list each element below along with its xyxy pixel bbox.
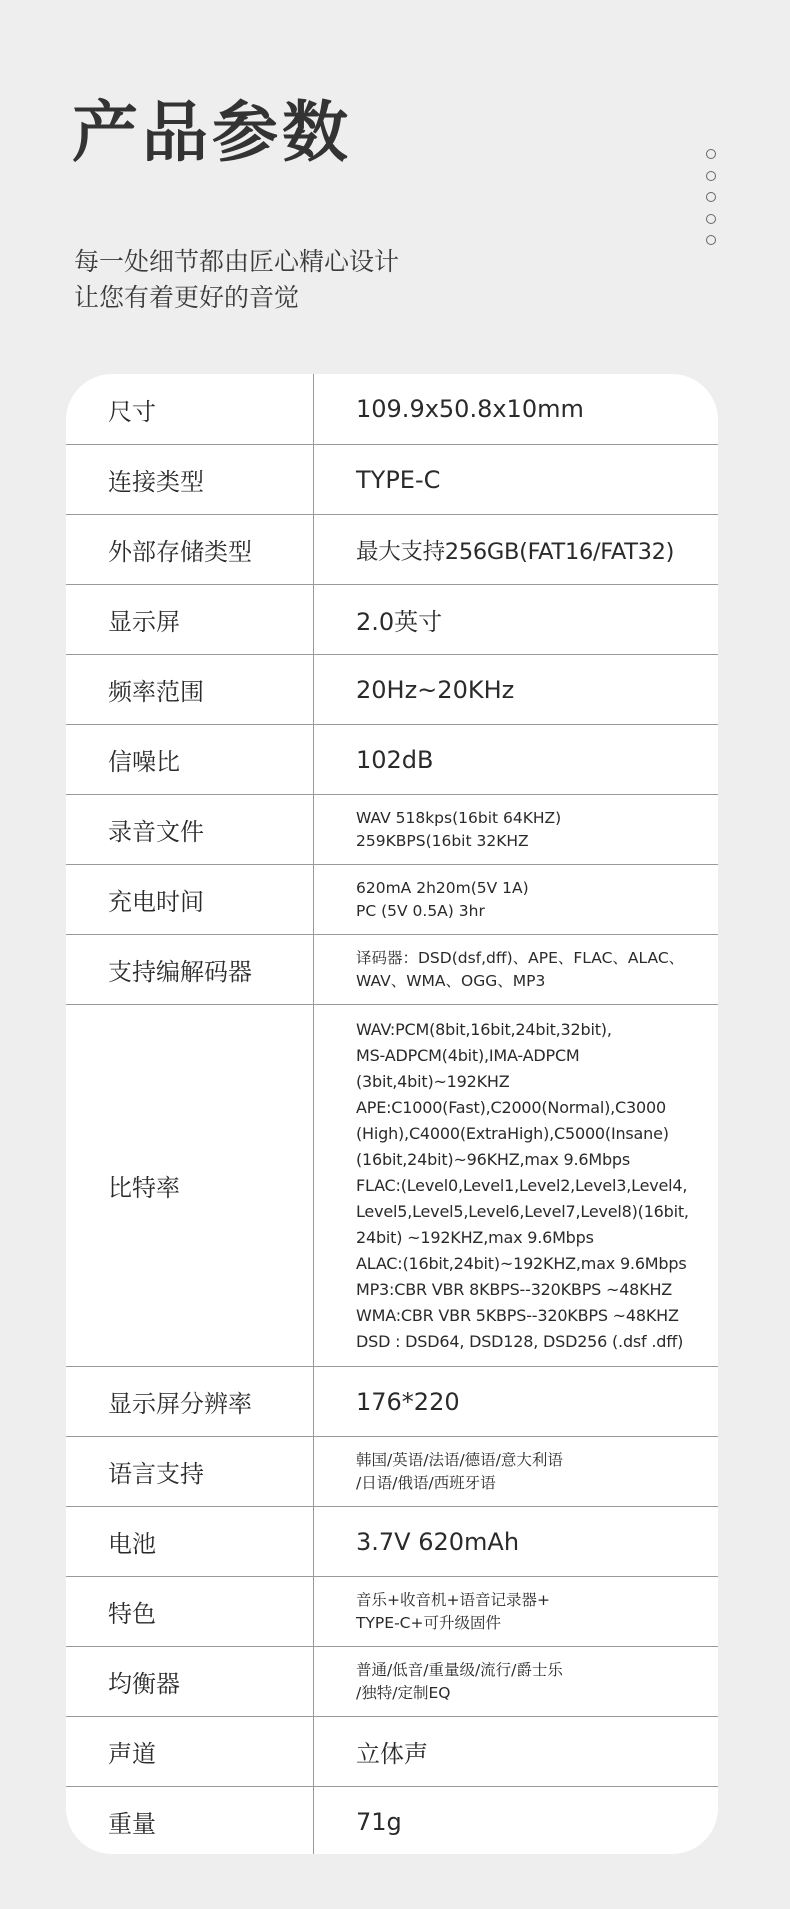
spec-value: 立体声 <box>356 1740 428 1768</box>
spec-value: WAV 518kps(16bit 64KHZ) 259KBPS(16bit 32KHZ <box>356 808 562 850</box>
spec-label: 比特率 <box>66 1005 314 1366</box>
spec-value: WAV:PCM(8bit,16bit,24bit,32bit), MS-ADPCM(4bit),IMA-ADPCM (3bit,4bit)~192KHZ APE:C1000(Fast),C2000(Normal),C3000 (High),C4000(ExtraHigh),C5000(Insane) (16bit,24bit)~96KHZ,max 9.6Mbps FLAC:(Level0,Level1,Level2,Level3,Level4, Level5,Level5,Level6,Level7,Level8)(16bit, 24bit) ~192KHZ,max 9.6Mbps ALAC:(16bit,24bit)~192KHZ,max 9.6Mbps MP3:CBR VBR 8KBPS--320KBPS ~48KHZ WMA:CBR VBR 5KBPS--320KBPS ~48KHZ DSD : DSD64, DSD128, DSD256 (.dsf .dff) <box>356 1019 689 1351</box>
spec-label: 语言支持 <box>66 1437 314 1506</box>
spec-label: 重量 <box>66 1787 314 1854</box>
spec-value: 71g <box>356 1807 402 1836</box>
page-title: 产品参数 <box>72 94 352 171</box>
spec-value: 109.9x50.8x10mm <box>356 395 584 423</box>
spec-label: 支持编解码器 <box>66 935 314 1004</box>
spec-row-charging <box>66 864 718 934</box>
dot-icon <box>706 149 716 159</box>
spec-label: 尺寸 <box>66 374 314 444</box>
spec-value: 3.7V 620mAh <box>356 1527 520 1556</box>
spec-row-weight <box>66 1786 718 1854</box>
spec-row-battery <box>66 1506 718 1576</box>
spec-value: 韩国/英语/法语/德语/意大利语 /日语/俄语/西班牙语 <box>356 1450 563 1492</box>
spec-row-channel <box>66 1716 718 1786</box>
spec-label: 电池 <box>66 1507 314 1576</box>
spec-label: 充电时间 <box>66 865 314 934</box>
subtitle-line-2: 让您有着更好的音觉 <box>74 283 300 312</box>
spec-value: 20Hz~20KHz <box>356 675 515 704</box>
spec-label: 均衡器 <box>66 1647 314 1716</box>
spec-value: 176*220 <box>356 1387 460 1416</box>
spec-row-size <box>66 374 718 444</box>
spec-row-bitrate <box>66 1004 718 1366</box>
spec-value: 音乐+收音机+语音记录器+ TYPE-C+可升级固件 <box>356 1590 550 1632</box>
subtitle-line-1: 每一处细节都由匠心精心设计 <box>74 247 400 276</box>
spec-value: 普通/低音/重量级/流行/爵士乐 /独特/定制EQ <box>356 1660 563 1702</box>
spec-label: 显示屏分辨率 <box>66 1367 314 1436</box>
spec-label: 连接类型 <box>66 445 314 514</box>
spec-label: 录音文件 <box>66 795 314 864</box>
spec-value: 2.0英寸 <box>356 608 443 636</box>
dot-icon <box>706 171 716 181</box>
spec-row-features <box>66 1576 718 1646</box>
spec-row-language <box>66 1436 718 1506</box>
spec-label: 声道 <box>66 1717 314 1786</box>
spec-row-snr <box>66 724 718 794</box>
spec-value: TYPE-C <box>356 465 441 494</box>
spec-row-display <box>66 584 718 654</box>
spec-table <box>66 374 718 1854</box>
spec-label: 特色 <box>66 1577 314 1646</box>
spec-row-resolution <box>66 1366 718 1436</box>
spec-value: 102dB <box>356 745 434 774</box>
spec-row-storage <box>66 514 718 584</box>
spec-row-codec <box>66 934 718 1004</box>
subtitle <box>74 244 399 316</box>
dot-icon <box>706 192 716 202</box>
spec-label: 显示屏 <box>66 585 314 654</box>
decorative-dots <box>706 149 716 257</box>
dot-icon <box>706 235 716 245</box>
spec-row-connection <box>66 444 718 514</box>
spec-label: 频率范围 <box>66 655 314 724</box>
spec-row-frequency <box>66 654 718 724</box>
spec-value: 620mA 2h20m(5V 1A) PC (5V 0.5A) 3hr <box>356 878 529 920</box>
spec-value: 译码器：DSD(dsf,dff)、APE、FLAC、ALAC、 WAV、WMA、OGG、MP3 <box>356 948 685 990</box>
spec-label: 外部存储类型 <box>66 515 314 584</box>
spec-row-equalizer <box>66 1646 718 1716</box>
spec-row-recording <box>66 794 718 864</box>
spec-label: 信噪比 <box>66 725 314 794</box>
spec-value: 最大支持256GB(FAT16/FAT32) <box>356 538 675 565</box>
dot-icon <box>706 214 716 224</box>
